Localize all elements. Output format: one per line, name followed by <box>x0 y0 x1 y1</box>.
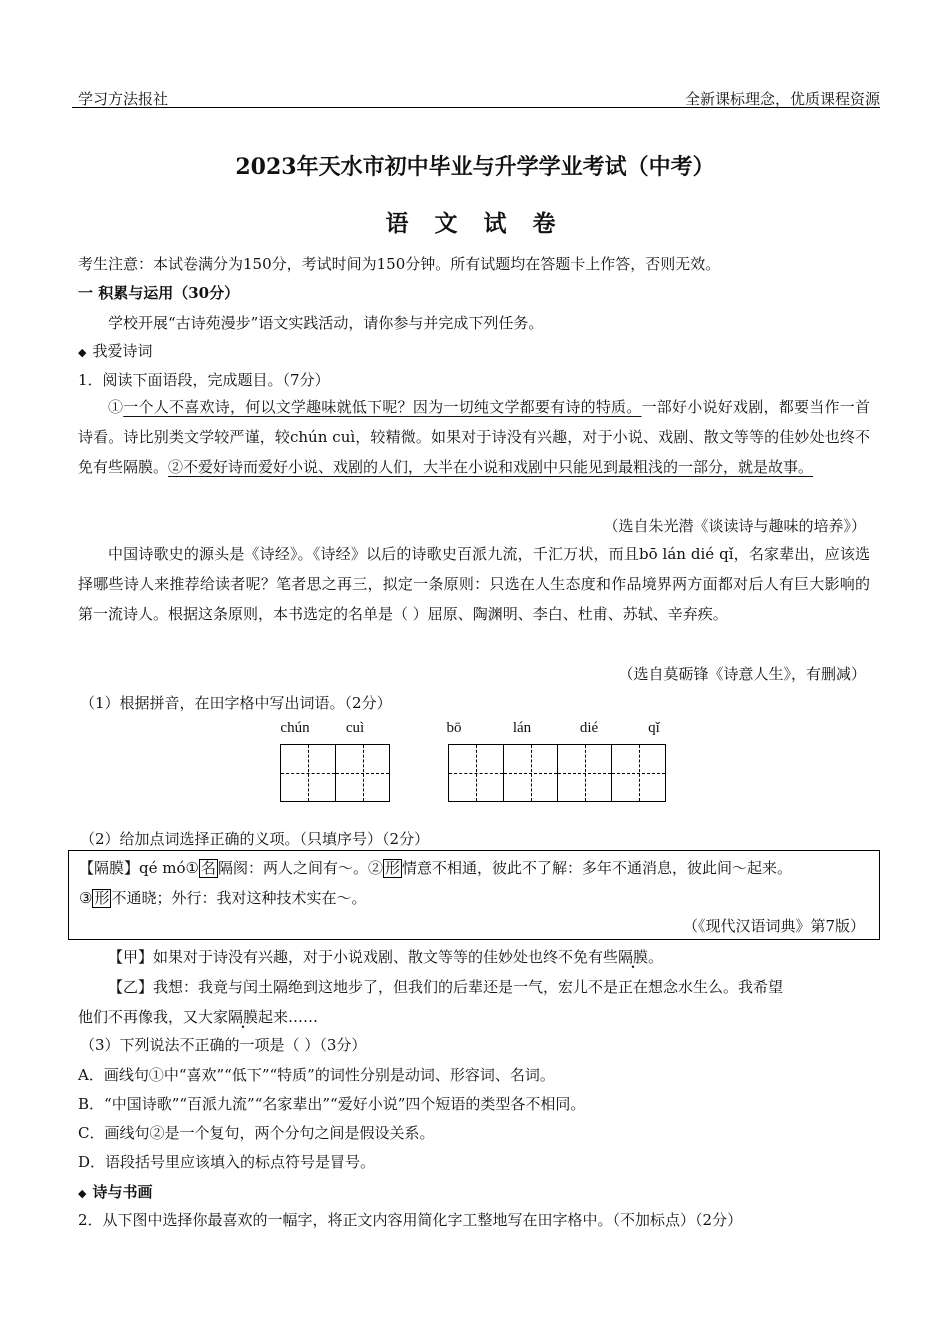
dictionary-entry-box <box>68 850 880 940</box>
exam-title: 2023年天水市初中毕业与升学学业考试（中考） <box>235 154 715 180</box>
pinyin-label: qǐ <box>648 720 660 736</box>
grid-cell[interactable] <box>503 745 557 801</box>
header-publisher: 学习方法报社 <box>78 90 169 108</box>
passage-2-source: （选自莫砺锋《诗意人生》，有删减） <box>618 665 866 683</box>
grid-cell[interactable] <box>449 745 503 801</box>
dictionary-sense: 不通晓；外行：我对这种技术实在～。 <box>111 889 367 907</box>
underlined-sentence-1: 一个人不喜欢诗，何以文学趣味就低下呢？因为一切纯文学都要有诗的特质。 <box>123 398 642 416</box>
activity-intro: 学校开展“古诗苑漫步”语文实践活动，请你参与并完成下列任务。 <box>108 314 544 332</box>
sense-number: ③ <box>79 889 93 907</box>
question-2-stem: 2．从下图中选择你最喜欢的一幅字，将正文内容用简化字工整地写在田字格中。（不加标点）（2分） <box>78 1211 743 1229</box>
passage-1 <box>78 392 870 482</box>
pinyin-label: dié <box>579 720 599 736</box>
option-c: C．画线句②是一个复句，两个分句之间是假设关系。 <box>78 1124 435 1142</box>
pinyin-label: lán <box>512 720 532 736</box>
question-1-stem: 1．阅读下面语段，完成题目。（7分） <box>78 371 330 389</box>
pinyin-label: bō <box>446 720 462 736</box>
dictionary-source: （《现代汉语词典》第7版） <box>682 917 865 935</box>
dictionary-line-2 <box>79 887 366 908</box>
dictionary-headword: 【隔膜】qé mó① <box>79 859 199 877</box>
task-heading-calligraphy <box>78 1181 152 1202</box>
section-heading: 一 积累与运用（30分） <box>78 284 240 302</box>
question-1-3: （3）下列说法不正确的一项是（ ）（3分） <box>80 1036 367 1054</box>
task-heading-label: 诗与书画 <box>92 1183 153 1201</box>
option-a: A．画线句①中“喜欢”“低下”“特质”的词性分别是动词、形容词、名词。 <box>78 1066 555 1084</box>
example-text: 起来…… <box>258 1008 319 1026</box>
diamond-bullet-icon: ◆ <box>78 346 87 359</box>
sentence-marker: ① <box>108 398 124 416</box>
grid-cell[interactable] <box>557 745 611 801</box>
question-1-2: （2）给加点词选择正确的义项。（只填序号）（2分） <box>80 830 430 848</box>
writing-grid-2[interactable] <box>280 744 390 802</box>
exam-subtitle: 语 文 试 卷 <box>385 210 565 237</box>
passage-1-body: 一部好小说好戏剧，都要当作一首诗看。诗比别类文学较严谨，较chún cuì，较精微。如果对于诗没有兴趣，对于小说、戏剧、散文等等的佳妙处也终不免有些隔膜。 <box>78 398 870 476</box>
pos-tag: 形 <box>384 859 400 877</box>
grid-cell[interactable] <box>281 745 335 801</box>
exam-notice: 考生注意：本试卷满分为150分，考试时间为150分钟。所有试题均在答题卡上作答，否则无效。 <box>78 255 721 273</box>
header-slogan: 全新课标理念，优质课程资源 <box>684 90 880 108</box>
example-text: 他们不再像我，又大家 <box>78 1008 229 1026</box>
option-d: D．语段括号里应该填入的标点符号是冒号。 <box>78 1153 376 1171</box>
passage-2: 中国诗歌史的源头是《诗经》。《诗经》以后的诗歌史百派九流，千汇万状，而且bō lán dié qǐ，名家辈出，应该选择哪些诗人来推荐给读者呢？笔者思之再三，拟定一条原则：只选在人生态度和作品境界两方面都对后人有巨大影响的第一流诗人。根据这条原则，本书选定的名单是（ ）屈原、陶渊明、李白、杜甫、苏轼、辛弃疾。 <box>78 545 870 623</box>
grid-cell[interactable] <box>335 745 389 801</box>
header-divider <box>72 107 880 108</box>
example-yi <box>78 976 783 997</box>
example-text: 如果对于诗没有兴趣，对于小说戏剧、散文等等的佳妙处也终不免有些 <box>153 948 619 966</box>
option-b: B．“中国诗歌”“百派九流”“名家辈出”“爱好小说”四个短语的类型各不相同。 <box>78 1095 586 1113</box>
diamond-bullet-icon: ◆ <box>78 1187 87 1200</box>
dictionary-line-1 <box>79 857 792 878</box>
example-yi-continued <box>78 1006 318 1027</box>
passage-1-source: （选自朱光潜《谈读诗与趣味的培养》） <box>603 517 866 535</box>
task-heading-label: 我爱诗词 <box>92 342 153 360</box>
underlined-sentence-2: ②不爱好诗而爱好小说、戏剧的人们，大半在小说和戏剧中只能见到最粗浅的一部分，就是故事。 <box>168 458 814 476</box>
pos-tag: 名 <box>200 859 216 877</box>
pinyin-label: cuì <box>345 720 365 736</box>
example-jia <box>78 946 663 967</box>
dotted-word: 隔膜 <box>618 948 649 966</box>
example-text: 。 <box>648 948 664 966</box>
example-text: 我想：我竟与闰土隔绝到这地步了，但我们的后辈还是一气，宏儿不是正在想念水生么。我希望 <box>153 978 784 996</box>
question-1-1: （1）根据拼音，在田字格中写出词语。（2分） <box>80 694 392 712</box>
dotted-word: 隔膜 <box>228 1008 259 1026</box>
task-heading-poetry <box>78 340 152 361</box>
example-label: 【乙】 <box>108 978 154 996</box>
dictionary-sense: 隔阂：两人之间有～。② <box>217 859 383 877</box>
example-label: 【甲】 <box>108 948 154 966</box>
grid-cell[interactable] <box>611 745 665 801</box>
pinyin-label: chún <box>280 720 310 736</box>
dictionary-sense: 情意不相通，彼此不了解：多年不通消息，彼此间～起来。 <box>402 859 793 877</box>
pos-tag: 形 <box>94 889 110 907</box>
writing-grid-4[interactable] <box>448 744 666 802</box>
